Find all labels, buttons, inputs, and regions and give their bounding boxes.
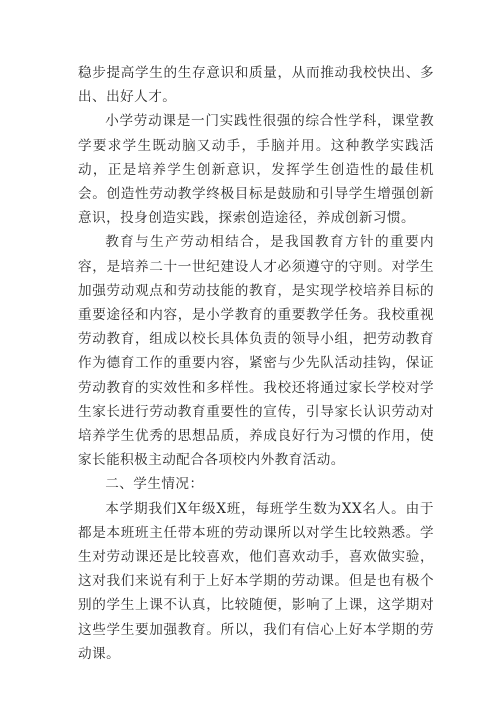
paragraph-student-situation: 本学期我们X年级X班，每班学生数为XX名人。由于都是本班班主任带本班的劳动课所以对学生比较熟悉。学生对劳动课还是比较喜欢，他们喜欢动手，喜欢做实验，这对我们来说有利于上好本学期的劳动课。但是也有极个别的学生上课不认真，比较随便，影响了上课，这学期对这些学生要加强教育。所以，我们有信心上好本学期的劳动课。	[78, 500, 434, 662]
paragraph-continuation: 稳步提高学生的生存意识和质量，从而推动我校快出、多出、出好人才。	[78, 65, 434, 106]
document-body	[78, 61, 434, 666]
paragraph-labor-course: 小学劳动课是一门实践性很强的综合性学科，课堂教学要求学生既动脑又动手，手脑并用。这种教学实践活动，正是培养学生创新意识，发挥学生创造性的最佳机会。创造性劳动教学终极目标是鼓励和引导学生增强创新意识，投身创造实践，探索创造途径，养成创新习惯。	[78, 113, 434, 227]
section-heading-student-situation: 二、学生情况：	[105, 476, 204, 493]
paragraph-education-labor: 教育与生产劳动相结合，是我国教育方针的重要内容，是培养二十一世纪建设人才必须遵守的守则。对学生加强劳动观点和劳动技能的教育，是实现学校培养目标的重要途径和内容，是小学教育的重要教学任务。我校重视劳动教育，组成以校长具体负责的领导小组，把劳动教育作为德育工作的重要内容，紧密与少先队活动挂钩，保证劳动教育的实效性和多样性。我校还将通过家长学校对学生家长进行劳动教育重要性的宣传，引导家长认识劳动对培养学生优秀的思想品质，养成良好行为习惯的作用，使家长能积极主动配合各项校内外教育活动。	[78, 234, 434, 469]
